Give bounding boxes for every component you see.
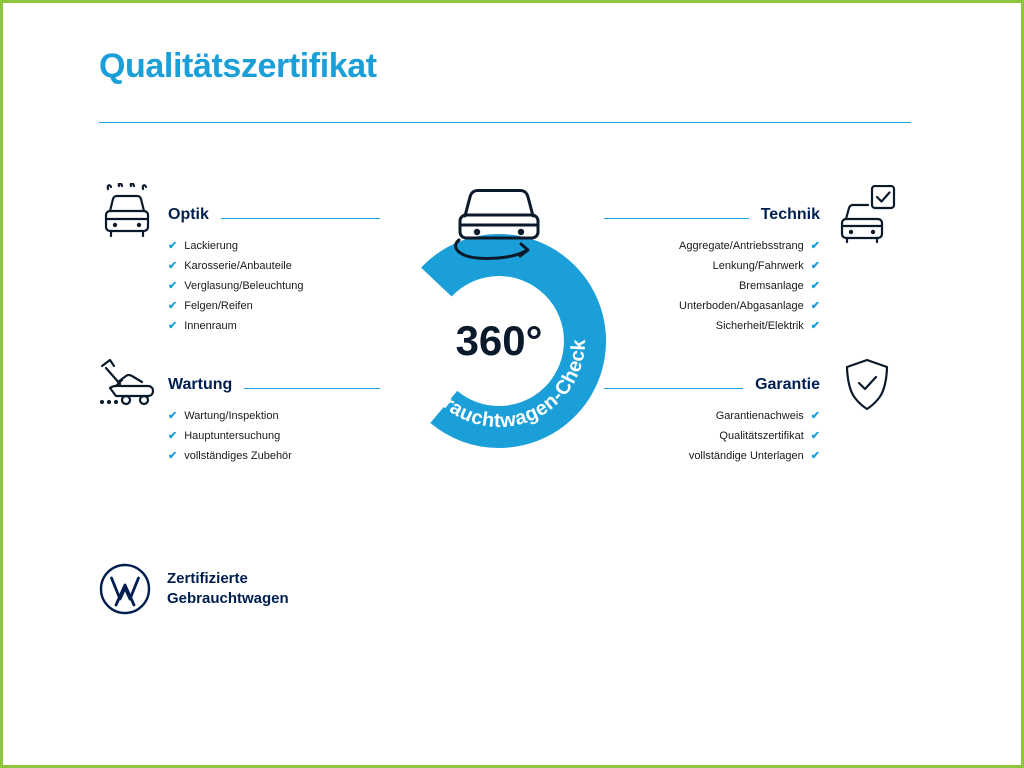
list-item-label: Wartung/Inspektion [184,410,279,422]
section-garantie-list [604,406,820,466]
section-divider [221,218,380,219]
check-icon: ✔ [168,320,178,332]
car-checklist-icon [838,185,898,248]
list-item-label: Sicherheit/Elektrik [715,320,804,332]
list-item [604,296,820,316]
list-item-label: Bremsanlage [738,280,804,292]
shield-check-icon [844,358,890,417]
check-icon: ✔ [168,240,178,252]
section-wartung-header [168,376,380,394]
check-icon: ✔ [810,260,820,272]
list-item-label: Hauptuntersuchung [184,430,281,442]
section-optik-list [168,236,380,336]
section-wartung-list [168,406,380,466]
list-item [604,236,820,256]
list-item [604,256,820,276]
check-icon: ✔ [810,240,820,252]
list-item-label: Aggregate/Antriebsstrang [679,240,804,252]
check-icon: ✔ [810,280,820,292]
list-item-label: Innenraum [184,320,237,332]
title-divider [99,122,911,123]
list-item-label: Unterboden/Abgasanlage [679,300,804,312]
list-item-label: Felgen/Reifen [184,300,253,312]
car-rotate-icon [443,172,555,262]
car-front-wash-icon [98,183,156,250]
list-item [168,426,380,446]
check-icon: ✔ [168,280,178,292]
list-item [604,426,820,446]
footer-brand-text [167,569,289,609]
check-icon: ✔ [168,430,178,442]
page-border-left [0,0,3,768]
car-lift-icon [96,358,158,413]
section-garantie-title: Garantie [755,376,820,393]
list-item [168,316,380,336]
check-icon: ✔ [810,430,820,442]
list-item [168,446,380,466]
check-icon: ✔ [810,300,820,312]
footer-line-1: Zertifizierte [167,570,248,587]
list-item [168,236,380,256]
check-icon: ✔ [810,410,820,422]
section-garantie [604,376,820,466]
section-technik-header [604,206,820,224]
volkswagen-logo [99,563,151,615]
section-wartung [168,376,380,466]
page-border-top [0,0,1024,3]
list-item [168,406,380,426]
list-item [168,276,380,296]
section-technik-list [604,236,820,336]
check-icon: ✔ [168,410,178,422]
list-item-label: Verglasung/Beleuchtung [184,280,304,292]
section-optik [168,206,380,336]
section-optik-header [168,206,380,224]
section-divider [244,388,380,389]
section-divider [604,218,749,219]
list-item [604,276,820,296]
list-item-label: vollständige Unterlagen [688,450,804,462]
list-item [168,296,380,316]
footer-brand [99,563,289,615]
list-item-label: Qualitätszertifikat [719,430,804,442]
section-technik-title: Technik [760,206,820,223]
list-item-label: Karosserie/Anbauteile [184,260,292,272]
check-icon: ✔ [168,260,178,272]
section-divider [604,388,743,389]
page-title: Qualitätszertifikat [99,47,377,85]
check-icon: ✔ [168,300,178,312]
footer-line-2: Gebrauchtwagen [167,590,289,607]
list-item-label: Garantienachweis [715,410,804,422]
check-icon: ✔ [168,450,178,462]
list-item-label: Lenkung/Fahrwerk [712,260,804,272]
list-item [604,446,820,466]
check-icon: ✔ [810,450,820,462]
section-garantie-header [604,376,820,394]
section-optik-title: Optik [168,206,209,223]
section-technik [604,206,820,336]
section-wartung-title: Wartung [168,376,233,393]
list-item-label: Lackierung [184,240,239,252]
list-item [168,256,380,276]
svg-text:Gebrauchtwagen-Check: Gebrauchtwagen-Check [414,338,591,433]
360-label: 360° [455,317,543,364]
list-item [604,406,820,426]
360-check-badge [383,172,615,462]
list-item-label: vollständiges Zubehör [184,450,292,462]
list-item [604,316,820,336]
check-icon: ✔ [810,320,820,332]
